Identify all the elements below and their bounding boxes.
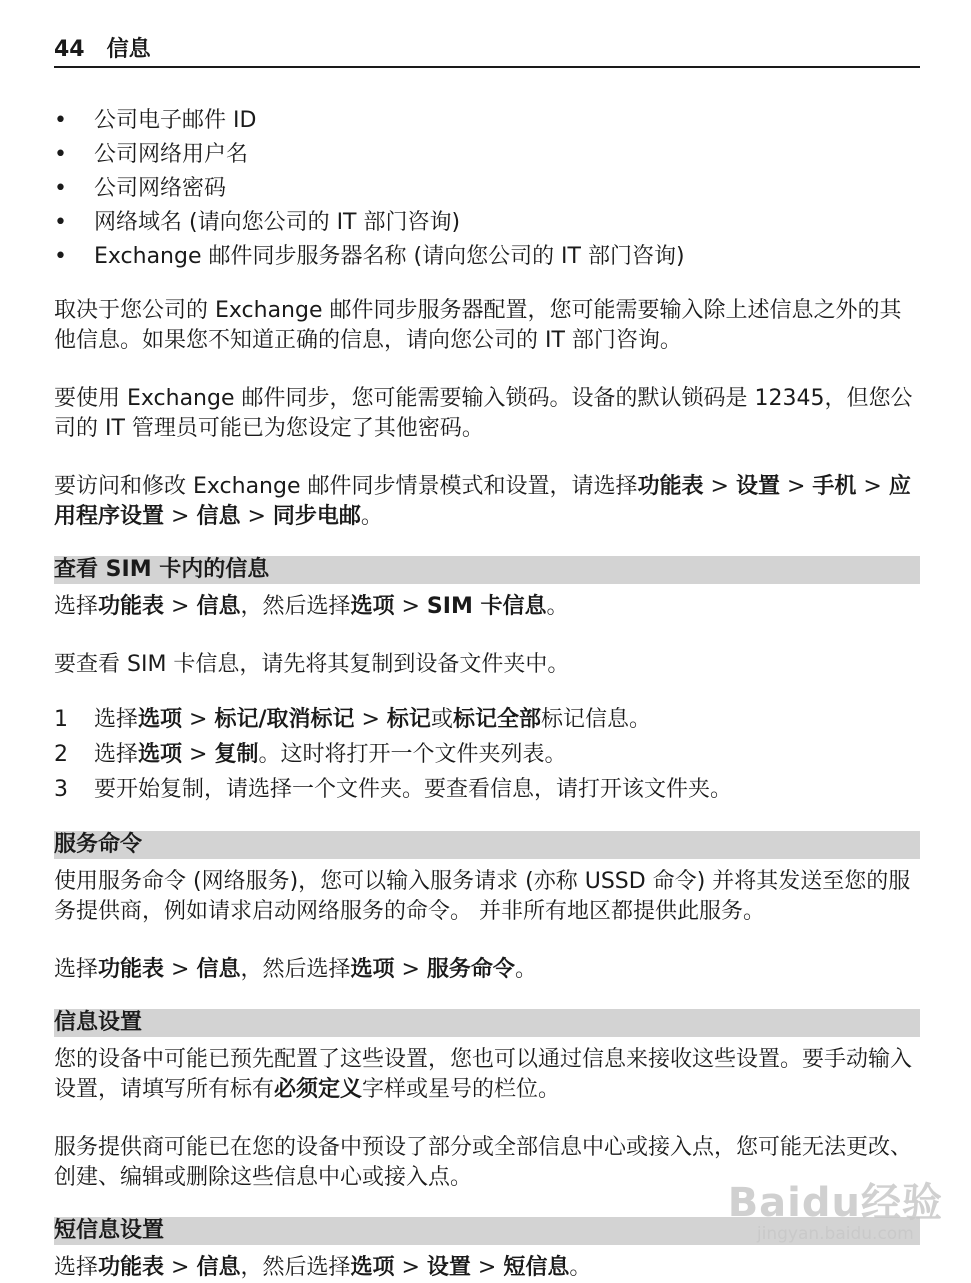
document-page (54, 32, 920, 1283)
required-info-list (54, 104, 920, 274)
section-heading-settings: 信息设置 (54, 1009, 920, 1037)
bullet-icon: • (54, 244, 67, 269)
sim-paragraph-1: 选择功能表 > 信息，然后选择选项 > SIM 卡信息。 (54, 594, 569, 619)
page-header (54, 32, 920, 68)
bullet-icon: • (54, 142, 67, 167)
section-heading-sms: 短信息设置 (54, 1217, 920, 1245)
intro-paragraph-1: 取决于您公司的 Exchange 邮件同步服务器配置，您可能需要输入除上述信息之外的其他信息。如果您不知道正确的信息，请向您公司的 IT 部门咨询。 (54, 298, 902, 353)
list-item: • 公司网络用户名 (54, 138, 920, 172)
baidu-watermark (728, 1171, 943, 1244)
page-number: 44 (54, 37, 85, 62)
list-item: • 网络域名 (请向您公司的 IT 部门咨询) (54, 206, 920, 240)
list-item: • 公司电子邮件 ID (54, 104, 920, 138)
section-heading-service: 服务命令 (54, 831, 920, 859)
baidu-logo: Baidu经验 (727, 1180, 943, 1226)
sim-steps (54, 702, 920, 807)
bullet-icon: • (54, 210, 67, 235)
watermark-url: jingyan.baidu.com (756, 1224, 914, 1244)
service-paragraph-1: 使用服务命令 (网络服务)，您可以输入服务请求 (亦称 USSD 命令) 并将其发送至您的服务提供商，例如请求启动网络服务的命令。 并非所有地区都提供此服务。 (54, 869, 911, 924)
step-item: 3 要开始复制，请选择一个文件夹。要查看信息，请打开该文件夹。 (54, 777, 733, 802)
sms-paragraph-1: 选择功能表 > 信息，然后选择选项 > 设置 > 短信息。 (54, 1255, 592, 1280)
list-item: • Exchange 邮件同步服务器名称 (请向您公司的 IT 部门咨询) (54, 240, 920, 274)
list-item: • 公司网络密码 (54, 172, 920, 206)
step-item: 2 选择选项 > 复制。这时将打开一个文件夹列表。 (54, 742, 567, 767)
bullet-icon: • (54, 108, 67, 133)
intro-paragraph-3: 要访问和修改 Exchange 邮件同步情景模式和设置，请选择功能表 > 设置 > 手机 > 应用程序设置 > 信息 > 同步电邮。 (54, 474, 911, 529)
sim-paragraph-2: 要查看 SIM 卡信息，请先将其复制到设备文件夹中。 (54, 652, 570, 677)
settings-paragraph-2: 服务提供商可能已在您的设备中预设了部分或全部信息中心或接入点，您可能无法更改、创建、编辑或删除这些信息中心或接入点。 (54, 1135, 913, 1190)
step-item: 1 选择选项 > 标记/取消标记 > 标记或标记全部标记信息。 (54, 707, 651, 732)
settings-paragraph-1: 您的设备中可能已预先配置了这些设置，您也可以通过信息来接收这些设置。要手动输入设置，请填写所有标有必须定义字样或星号的栏位。 (54, 1047, 913, 1102)
service-paragraph-2: 选择功能表 > 信息，然后选择选项 > 服务命令。 (54, 957, 537, 982)
section-heading-sim: 查看 SIM 卡内的信息 (54, 556, 920, 584)
bullet-icon: • (54, 176, 67, 201)
intro-paragraph-2: 要使用 Exchange 邮件同步，您可能需要输入锁码。设备的默认锁码是 12345，但您公司的 IT 管理员可能已为您设定了其他密码。 (54, 386, 913, 441)
chapter-title: 信息 (106, 37, 151, 62)
